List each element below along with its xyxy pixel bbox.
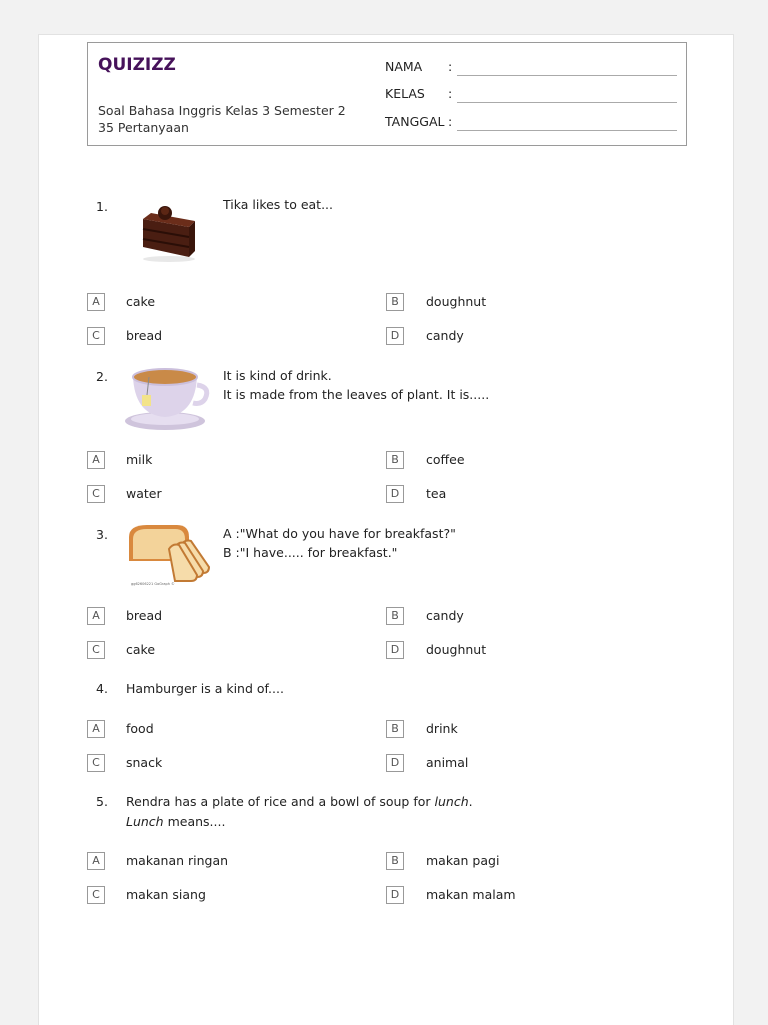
worksheet-header xyxy=(87,42,687,146)
worksheet-page xyxy=(38,34,734,1025)
option-text[interactable]: cake xyxy=(126,642,156,657)
chocolate-cake-image xyxy=(135,201,201,265)
field-label: NAMA xyxy=(385,59,423,74)
option-b-box[interactable]: B xyxy=(386,293,404,311)
logo-text: QUIZIZZ xyxy=(98,55,176,75)
option-text[interactable]: snack xyxy=(126,755,163,770)
option-text[interactable]: milk xyxy=(126,452,153,467)
option-text[interactable]: candy xyxy=(426,328,464,343)
option-b-box[interactable]: B xyxy=(386,852,404,870)
question-count: 35 Pertanyaan xyxy=(98,120,189,135)
question-text: Tika likes to eat... xyxy=(223,197,333,212)
question-number: 2. xyxy=(96,369,108,384)
option-text[interactable]: coffee xyxy=(426,452,465,467)
field-colon: : xyxy=(448,86,453,101)
question-number: 5. xyxy=(96,794,108,809)
option-c-box[interactable]: C xyxy=(87,754,105,772)
option-text[interactable]: doughnut xyxy=(426,294,487,309)
option-text[interactable]: makan pagi xyxy=(426,853,500,868)
class-field[interactable] xyxy=(385,86,677,104)
option-text[interactable]: makan malam xyxy=(426,887,516,902)
option-c-box[interactable]: C xyxy=(87,641,105,659)
option-d-box[interactable]: D xyxy=(386,641,404,659)
option-text[interactable]: doughnut xyxy=(426,642,487,657)
field-label: TANGGAL xyxy=(385,114,445,129)
name-field[interactable] xyxy=(385,59,677,77)
option-c-box[interactable]: C xyxy=(87,327,105,345)
tea-cup-image xyxy=(125,365,211,433)
option-a-box[interactable]: A xyxy=(87,852,105,870)
option-d-box[interactable]: D xyxy=(386,886,404,904)
quizizz-logo xyxy=(98,53,178,75)
option-a-box[interactable]: A xyxy=(87,720,105,738)
option-text[interactable]: bread xyxy=(126,608,163,623)
option-d-box[interactable]: D xyxy=(386,327,404,345)
question-text xyxy=(126,792,473,811)
italic-term: Lunch xyxy=(126,814,164,829)
option-text[interactable]: food xyxy=(126,721,154,736)
question-number: 3. xyxy=(96,527,108,542)
option-b-box[interactable]: B xyxy=(386,451,404,469)
question-text xyxy=(126,812,225,831)
question-number: 1. xyxy=(96,199,108,214)
option-text[interactable]: bread xyxy=(126,328,163,343)
svg-text:gg62606221 GoGraph ©: gg62606221 GoGraph © xyxy=(131,582,175,586)
option-text[interactable]: tea xyxy=(426,486,447,501)
text-run: . xyxy=(468,794,473,809)
text-run: Rendra has a plate of rice and a bowl of soup for xyxy=(126,794,435,809)
question-text: A :"What do you have for breakfast?" xyxy=(223,526,456,541)
option-a-box[interactable]: A xyxy=(87,451,105,469)
option-text[interactable]: drink xyxy=(426,721,458,736)
field-label: KELAS xyxy=(385,86,425,101)
quiz-title: Soal Bahasa Inggris Kelas 3 Semester 2 xyxy=(98,103,346,118)
option-b-box[interactable]: B xyxy=(386,607,404,625)
question-text: B :"I have..... for breakfast." xyxy=(223,545,398,560)
italic-term: lunch xyxy=(434,794,469,809)
option-text[interactable]: makan siang xyxy=(126,887,206,902)
option-c-box[interactable]: C xyxy=(87,485,105,503)
option-text[interactable]: makanan ringan xyxy=(126,853,229,868)
option-a-box[interactable]: A xyxy=(87,607,105,625)
option-text[interactable]: cake xyxy=(126,294,156,309)
option-d-box[interactable]: D xyxy=(386,754,404,772)
question-text: It is made from the leaves of plant. It is..... xyxy=(223,387,490,402)
date-field[interactable] xyxy=(385,114,677,132)
option-text[interactable]: water xyxy=(126,486,162,501)
option-c-box[interactable]: C xyxy=(87,886,105,904)
option-b-box[interactable]: B xyxy=(386,720,404,738)
option-text[interactable]: candy xyxy=(426,608,464,623)
text-run: means.... xyxy=(163,814,226,829)
option-text[interactable]: animal xyxy=(426,755,469,770)
option-d-box[interactable]: D xyxy=(386,485,404,503)
option-a-box[interactable]: A xyxy=(87,293,105,311)
field-colon: : xyxy=(448,114,453,129)
field-line[interactable] xyxy=(457,102,677,103)
bread-loaf-image xyxy=(125,523,211,587)
field-line[interactable] xyxy=(457,75,677,76)
field-colon: : xyxy=(448,59,453,74)
field-line[interactable] xyxy=(457,130,677,131)
question-text: Hamburger is a kind of.... xyxy=(126,681,284,696)
question-number: 4. xyxy=(96,681,108,696)
question-text: It is kind of drink. xyxy=(223,368,332,383)
